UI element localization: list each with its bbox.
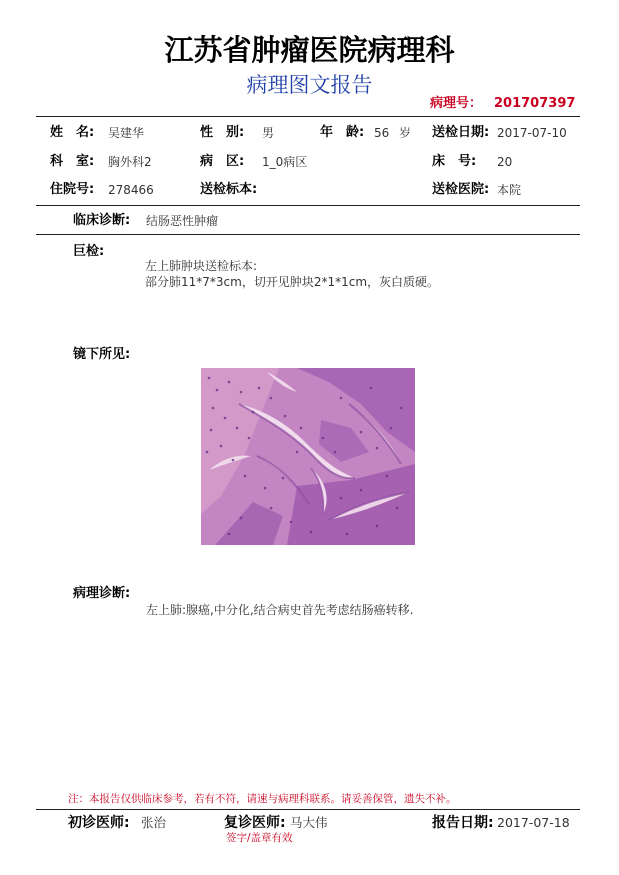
patient-sex: 男 (262, 126, 275, 140)
microscopic-label: 镜下所见: (73, 347, 131, 362)
ward: 1_0病区 (262, 155, 308, 169)
info-divider (36, 205, 580, 206)
report-title: 病理图文报告 (246, 73, 373, 97)
submit-date-label: 送检日期: (432, 125, 490, 140)
hospital-title: 江苏省肿瘤医院病理科 (164, 33, 455, 67)
clinical-diagnosis-label: 临床诊断: (73, 213, 131, 228)
initial-doctor-label: 初诊医师: (68, 815, 130, 831)
initial-doctor: 张治 (141, 815, 167, 830)
submitting-hospital-label: 送检医院: (432, 182, 490, 197)
name-label: 姓 名: (50, 125, 95, 140)
age-label: 年 龄: (320, 125, 365, 140)
header-divider (36, 116, 580, 117)
bed-number: 20 (497, 155, 513, 169)
bed-label: 床 号: (432, 154, 477, 169)
sex-label: 性 别: (200, 125, 245, 140)
report-date: 2017-07-18 (497, 815, 570, 830)
report-date-label: 报告日期: (432, 815, 494, 831)
specimen-label: 送检标本: (200, 182, 258, 197)
gross-exam-line: 左上肺肿块送检标本: (145, 259, 258, 273)
gross-exam-label: 巨检: (73, 244, 105, 259)
disclaimer-note: 注：本报告仅供临床参考，若有不符，请速与病理科联系。请妥善保管，遗失不补。 (68, 793, 457, 805)
gross-exam-line: 部分肺11*7*3cm，切开见肿块2*1*1cm，灰白质硬。 (145, 275, 440, 289)
inpatient-number: 278466 (108, 183, 154, 197)
department-label: 科 室: (50, 154, 95, 169)
pathology-diagnosis: 左上肺:腺癌,中分化,结合病史首先考虑结肠癌转移. (146, 603, 414, 617)
inpatient-number-label: 住院号: (50, 182, 95, 197)
submitting-hospital: 本院 (497, 183, 522, 197)
patient-age-unit: 岁 (399, 126, 412, 140)
pathology-number-label: 病理号： (430, 96, 483, 111)
patient-age: 56 (374, 126, 390, 140)
submit-date: 2017-07-10 (497, 126, 567, 140)
footer-divider (36, 809, 580, 810)
clinical-diagnosis: 结肠恶性肿瘤 (146, 214, 219, 228)
review-doctor-label: 复诊医师: (224, 815, 286, 831)
department: 胸外科2 (108, 155, 152, 169)
patient-name: 吴建华 (108, 126, 145, 140)
clinical-divider (36, 234, 580, 235)
histology-micrograph (201, 368, 415, 545)
review-doctor: 马大伟 (290, 815, 328, 830)
pathology-diagnosis-label: 病理诊断: (73, 586, 131, 601)
pathology-number: 201707397 (494, 96, 576, 111)
signature-note: 签字/盖章有效 (226, 832, 293, 844)
histology-image (201, 368, 415, 545)
ward-label: 病 区: (200, 154, 245, 169)
